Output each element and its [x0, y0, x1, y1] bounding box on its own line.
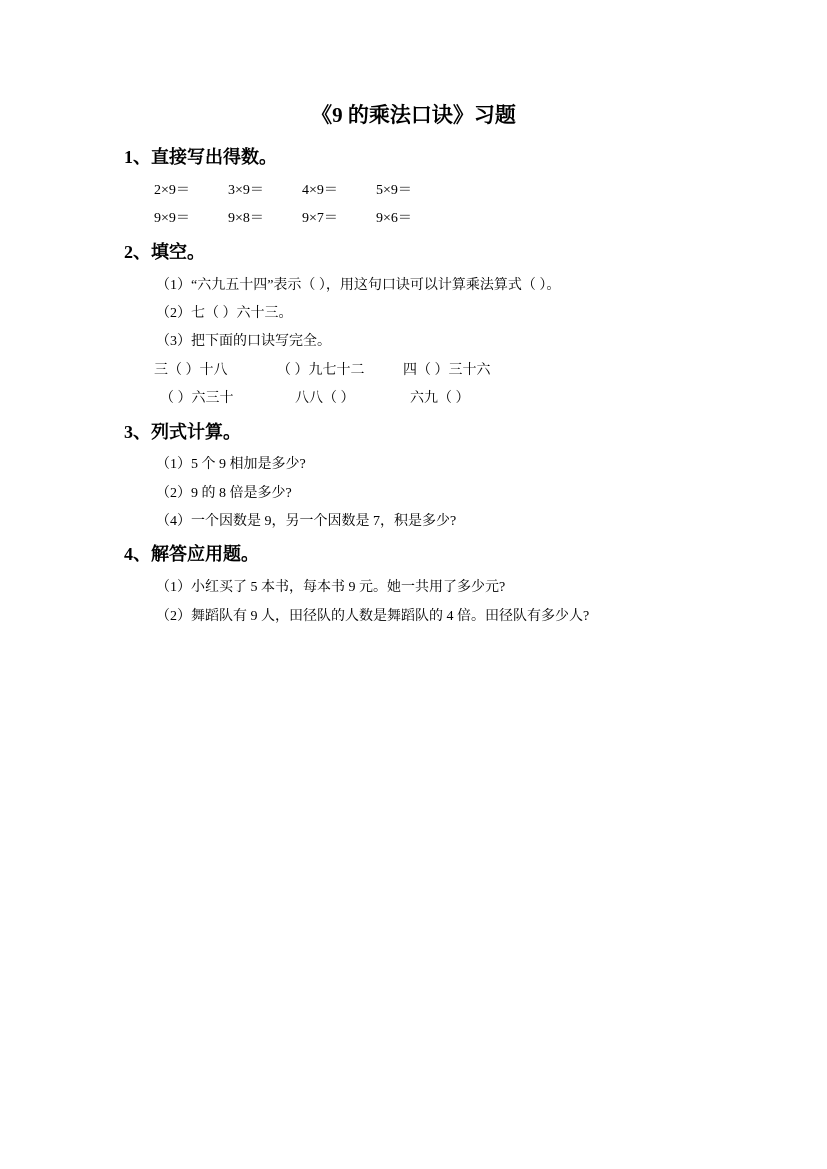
arithmetic-item: 3×9＝ [228, 183, 264, 198]
fill-in-question: （3）把下面的口诀写完全。 [156, 334, 331, 349]
calculation-question: （4）一个因数是 9，另一个因数是 7，积是多少? [156, 514, 457, 529]
section-3-heading: 3、列式计算。 [124, 422, 241, 442]
section-2-heading: 2、填空。 [124, 242, 205, 262]
rhyme-blank-item: （ ）六三十 [160, 391, 234, 406]
page-title: 《9 的乘法口诀》习题 [311, 103, 516, 127]
rhyme-blank-item: 三（ ）十八 [154, 363, 228, 378]
section-1-heading: 1、直接写出得数。 [124, 147, 277, 167]
rhyme-blank-item: 六九（ ） [410, 391, 470, 406]
word-problem: （1）小红买了 5 本书，每本书 9 元。她一共用了多少元? [156, 580, 506, 595]
arithmetic-item: 9×9＝ [154, 211, 190, 226]
fill-in-question: （2）七（ ）六十三。 [156, 306, 293, 321]
rhyme-blank-item: （ ）九七十二 [277, 363, 365, 378]
arithmetic-item: 9×8＝ [228, 211, 264, 226]
word-problem: （2）舞蹈队有 9 人，田径队的人数是舞蹈队的 4 倍。田径队有多少人? [156, 609, 590, 624]
section-4-heading: 4、解答应用题。 [124, 544, 259, 564]
fill-in-question: （1）“六九五十四”表示（ ），用这句口诀可以计算乘法算式（ ）。 [156, 278, 561, 293]
calculation-question: （1）5 个 9 相加是多少? [156, 457, 306, 472]
arithmetic-item: 9×6＝ [376, 211, 412, 226]
arithmetic-item: 2×9＝ [154, 183, 190, 198]
calculation-question: （2）9 的 8 倍是多少? [156, 486, 292, 501]
arithmetic-item: 9×7＝ [302, 211, 338, 226]
arithmetic-item: 5×9＝ [376, 183, 412, 198]
rhyme-blank-item: 四（ ）三十六 [403, 363, 491, 378]
rhyme-blank-item: 八八（ ） [295, 391, 355, 406]
arithmetic-item: 4×9＝ [302, 183, 338, 198]
